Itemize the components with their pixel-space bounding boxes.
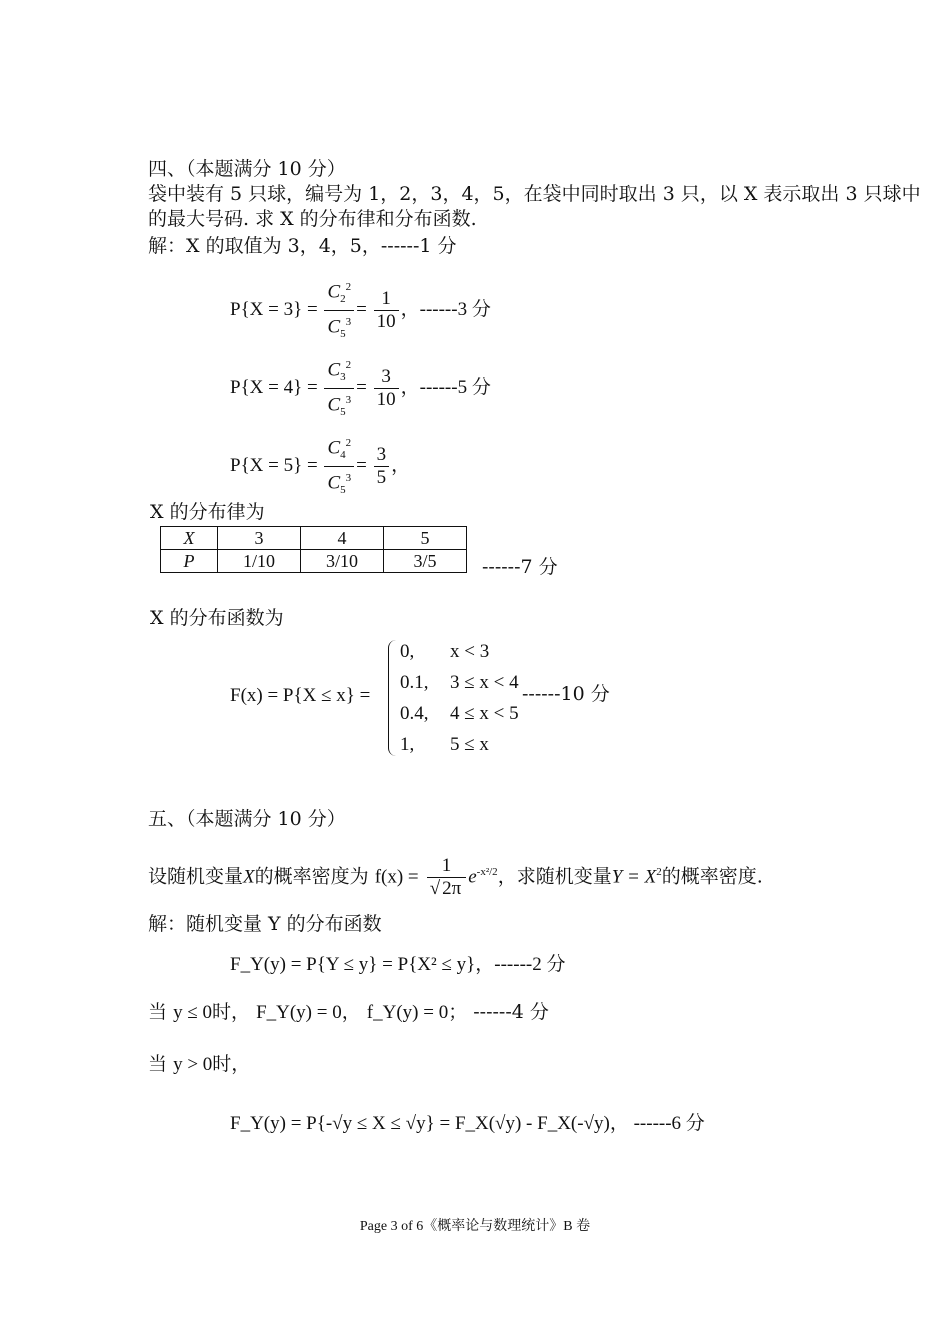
q4-problem-line2: 的最大号码. 求 X 的分布律和分布函数. [148, 208, 477, 230]
table-cell: X [161, 527, 218, 550]
q5-problem-x: X [243, 866, 255, 888]
table-cell: 1/10 [218, 550, 301, 573]
table-cell: 5 [384, 527, 467, 550]
page-footer: Page 3 of 6《概率论与数理统计》B 卷 [359, 1219, 591, 1234]
q4-heading: 四、（本题满分 10 分） [148, 158, 346, 180]
q4-eq1: P{X = 3} = $\frac{C_2^2}{C_5^3}$ = $\frac{1}{10}$ ，------3 分 [230, 276, 491, 345]
q4-eq3-comma: ， [391, 454, 411, 476]
q4-problem-line1: 袋中装有 5 只球，编号为 1，2，3，4，5，在袋中同时取出 3 只，以 X 表示取出 3 只球中 [148, 183, 921, 205]
q4-eq2-lhs: P{X = 4} = [230, 376, 318, 398]
q5-case2-mid: 时， [212, 1053, 251, 1075]
q4-eq2-c-num-sub: 3 [340, 371, 346, 384]
q4-eq2-c-den-sub: 5 [340, 406, 346, 419]
q4-eq1-lhs: P{X = 3} = [230, 298, 318, 320]
cdf-case-cond: 5 ≤ x [450, 734, 489, 755]
q4-solution-line: 解：X 的取值为 3，4，5，------1 分 [148, 235, 457, 257]
q5-case2 [148, 1052, 250, 1077]
q4-eq1-c-den: C [327, 316, 341, 338]
q4-eq2-value-fraction [374, 366, 399, 411]
table-cell: 3/5 [384, 550, 467, 573]
q4-eq3-val-den: 5 [376, 467, 387, 489]
q5-case1-eq2: f_Y(y) = 0； [366, 1002, 468, 1023]
q4-eq3-value-fraction [374, 444, 390, 489]
q4-cdf-lhs: F(x) = P{X ≤ x} = [230, 685, 371, 706]
cdf-case-value: 0.1, [400, 672, 429, 693]
q5-case2-score: ------6 分 [633, 1113, 705, 1134]
q4-eq1-c-num-sup: 2 [345, 281, 352, 293]
q4-eq1-comb-fraction [324, 276, 354, 345]
q4-eq2-score: ，------5 分 [400, 376, 491, 398]
q4-table-score: ------7 分 [482, 556, 558, 578]
table-row [161, 527, 467, 550]
table-cell: 4 [301, 527, 384, 550]
cdf-case-value: 0, [400, 641, 415, 662]
q4-eq1-c-den-sup: 3 [345, 316, 352, 329]
q5-heading: 五、（本题满分 10 分） [148, 808, 346, 830]
cdf-case-value: 1, [400, 734, 415, 755]
q4-eq3-val-num: 3 [374, 444, 390, 467]
q4-cdf-score: ------10 分 [522, 683, 610, 705]
q5-case1-mid: 时， [212, 1001, 251, 1023]
q5-density-exp: -x²/2 [476, 866, 498, 878]
q4-eq3-c-den-sup: 3 [345, 472, 352, 485]
q5-problem-y-sup: 2 [656, 866, 662, 878]
q5-density-e: e [468, 866, 477, 888]
q4-dist-title: X 的分布律为 [150, 501, 265, 523]
q5-density-fraction: $\frac{1}{√ 2\pi}$ [427, 855, 467, 900]
q4-eq3-c-num-sup: 2 [345, 437, 352, 449]
table-cell: 3 [218, 527, 301, 550]
q5-problem-part3: ，求随机变量 [497, 865, 612, 888]
q5-case2-cond: y > 0 [173, 1054, 213, 1075]
table-cell: 3/10 [301, 550, 384, 573]
q5-case2-eq: F_Y(y) = P{-√y ≤ X ≤ √y} = F_X(√y) - F_X(-√y)， [230, 1113, 629, 1134]
q5-case1-prefix: 当 [148, 1001, 168, 1023]
q5-problem-part1: 设随机变量 [148, 865, 244, 888]
q4-eq1-c-den-sub: 5 [340, 328, 346, 341]
q5-problem-part4: 的概率密度. [661, 865, 763, 888]
q4-eq2-val-den: 10 [376, 389, 396, 411]
cdf-case-value: 0.4, [400, 703, 429, 724]
q5-problem-y: Y = X [611, 866, 657, 888]
q4-eq1-c-num-sub: 2 [340, 293, 346, 306]
cdf-case-cond: x < 3 [450, 641, 490, 662]
q5-case1 [148, 1000, 549, 1025]
q4-eq3-lhs: P{X = 5} = [230, 454, 318, 476]
q4-eq2-comb-fraction: $\frac{C_3^2}{C_5^3}$ [324, 354, 354, 423]
q5-fy-equation: F_Y(y) = P{Y ≤ y} = P{X² ≤ y}，------2 分 [230, 954, 566, 975]
table-cell: P [161, 550, 218, 573]
cdf-case-cond: 3 ≤ x < 4 [450, 672, 519, 693]
q4-eq3-c-num-sub: 4 [340, 449, 346, 462]
q4-eq2: P{X = 4} = $\frac{C_3^2}{C_5^3}$ = $\frac{3}{10}$ ，------5 分 [230, 354, 491, 423]
q5-case2-prefix: 当 [148, 1053, 168, 1075]
q4-eq3-c-den-sub: 5 [340, 484, 346, 497]
q4-eq1-val-den: 10 [376, 311, 396, 333]
q4-distribution-table [160, 526, 467, 573]
q4-eq3: P{X = 5} = $\frac{C_4^2}{C_5^3}$ = $\frac{3}{5}$ ， [230, 432, 410, 501]
q5-case1-score: ------4 分 [473, 1001, 549, 1023]
q4-eq3-comb-fraction: $\frac{C_4^2}{C_5^3}$ [324, 432, 354, 501]
q4-eq1-c-num: C [327, 281, 341, 303]
q4-eq2-c-den-sup: 3 [345, 394, 352, 407]
q5-case2-equation [230, 1112, 705, 1136]
q4-eq1-value-fraction [374, 288, 399, 333]
q5-density-num: 1 [427, 855, 467, 878]
cdf-case-cond: 4 ≤ x < 5 [450, 703, 519, 724]
q4-eq2-val-num: 3 [374, 366, 399, 389]
q5-density-den: 2π [442, 877, 462, 899]
q4-eq1-score: ，------3 分 [400, 298, 491, 320]
q4-eq2-c-num-sup: 2 [345, 359, 352, 371]
cdf-brace [388, 640, 399, 756]
q5-density-lhs: f(x) = [374, 866, 419, 888]
q5-solution-line: 解：随机变量 Y 的分布函数 [148, 913, 382, 935]
q5-problem-part2: 的概率密度为 [254, 865, 369, 888]
q5-case1-cond: y ≤ 0 [173, 1002, 212, 1023]
table-row [161, 550, 467, 573]
q4-cdf-title: X 的分布函数为 [150, 607, 284, 629]
q5-case1-eq1: F_Y(y) = 0， [256, 1002, 361, 1023]
q5-problem [148, 846, 763, 903]
q4-eq1-val-num: 1 [374, 288, 399, 311]
